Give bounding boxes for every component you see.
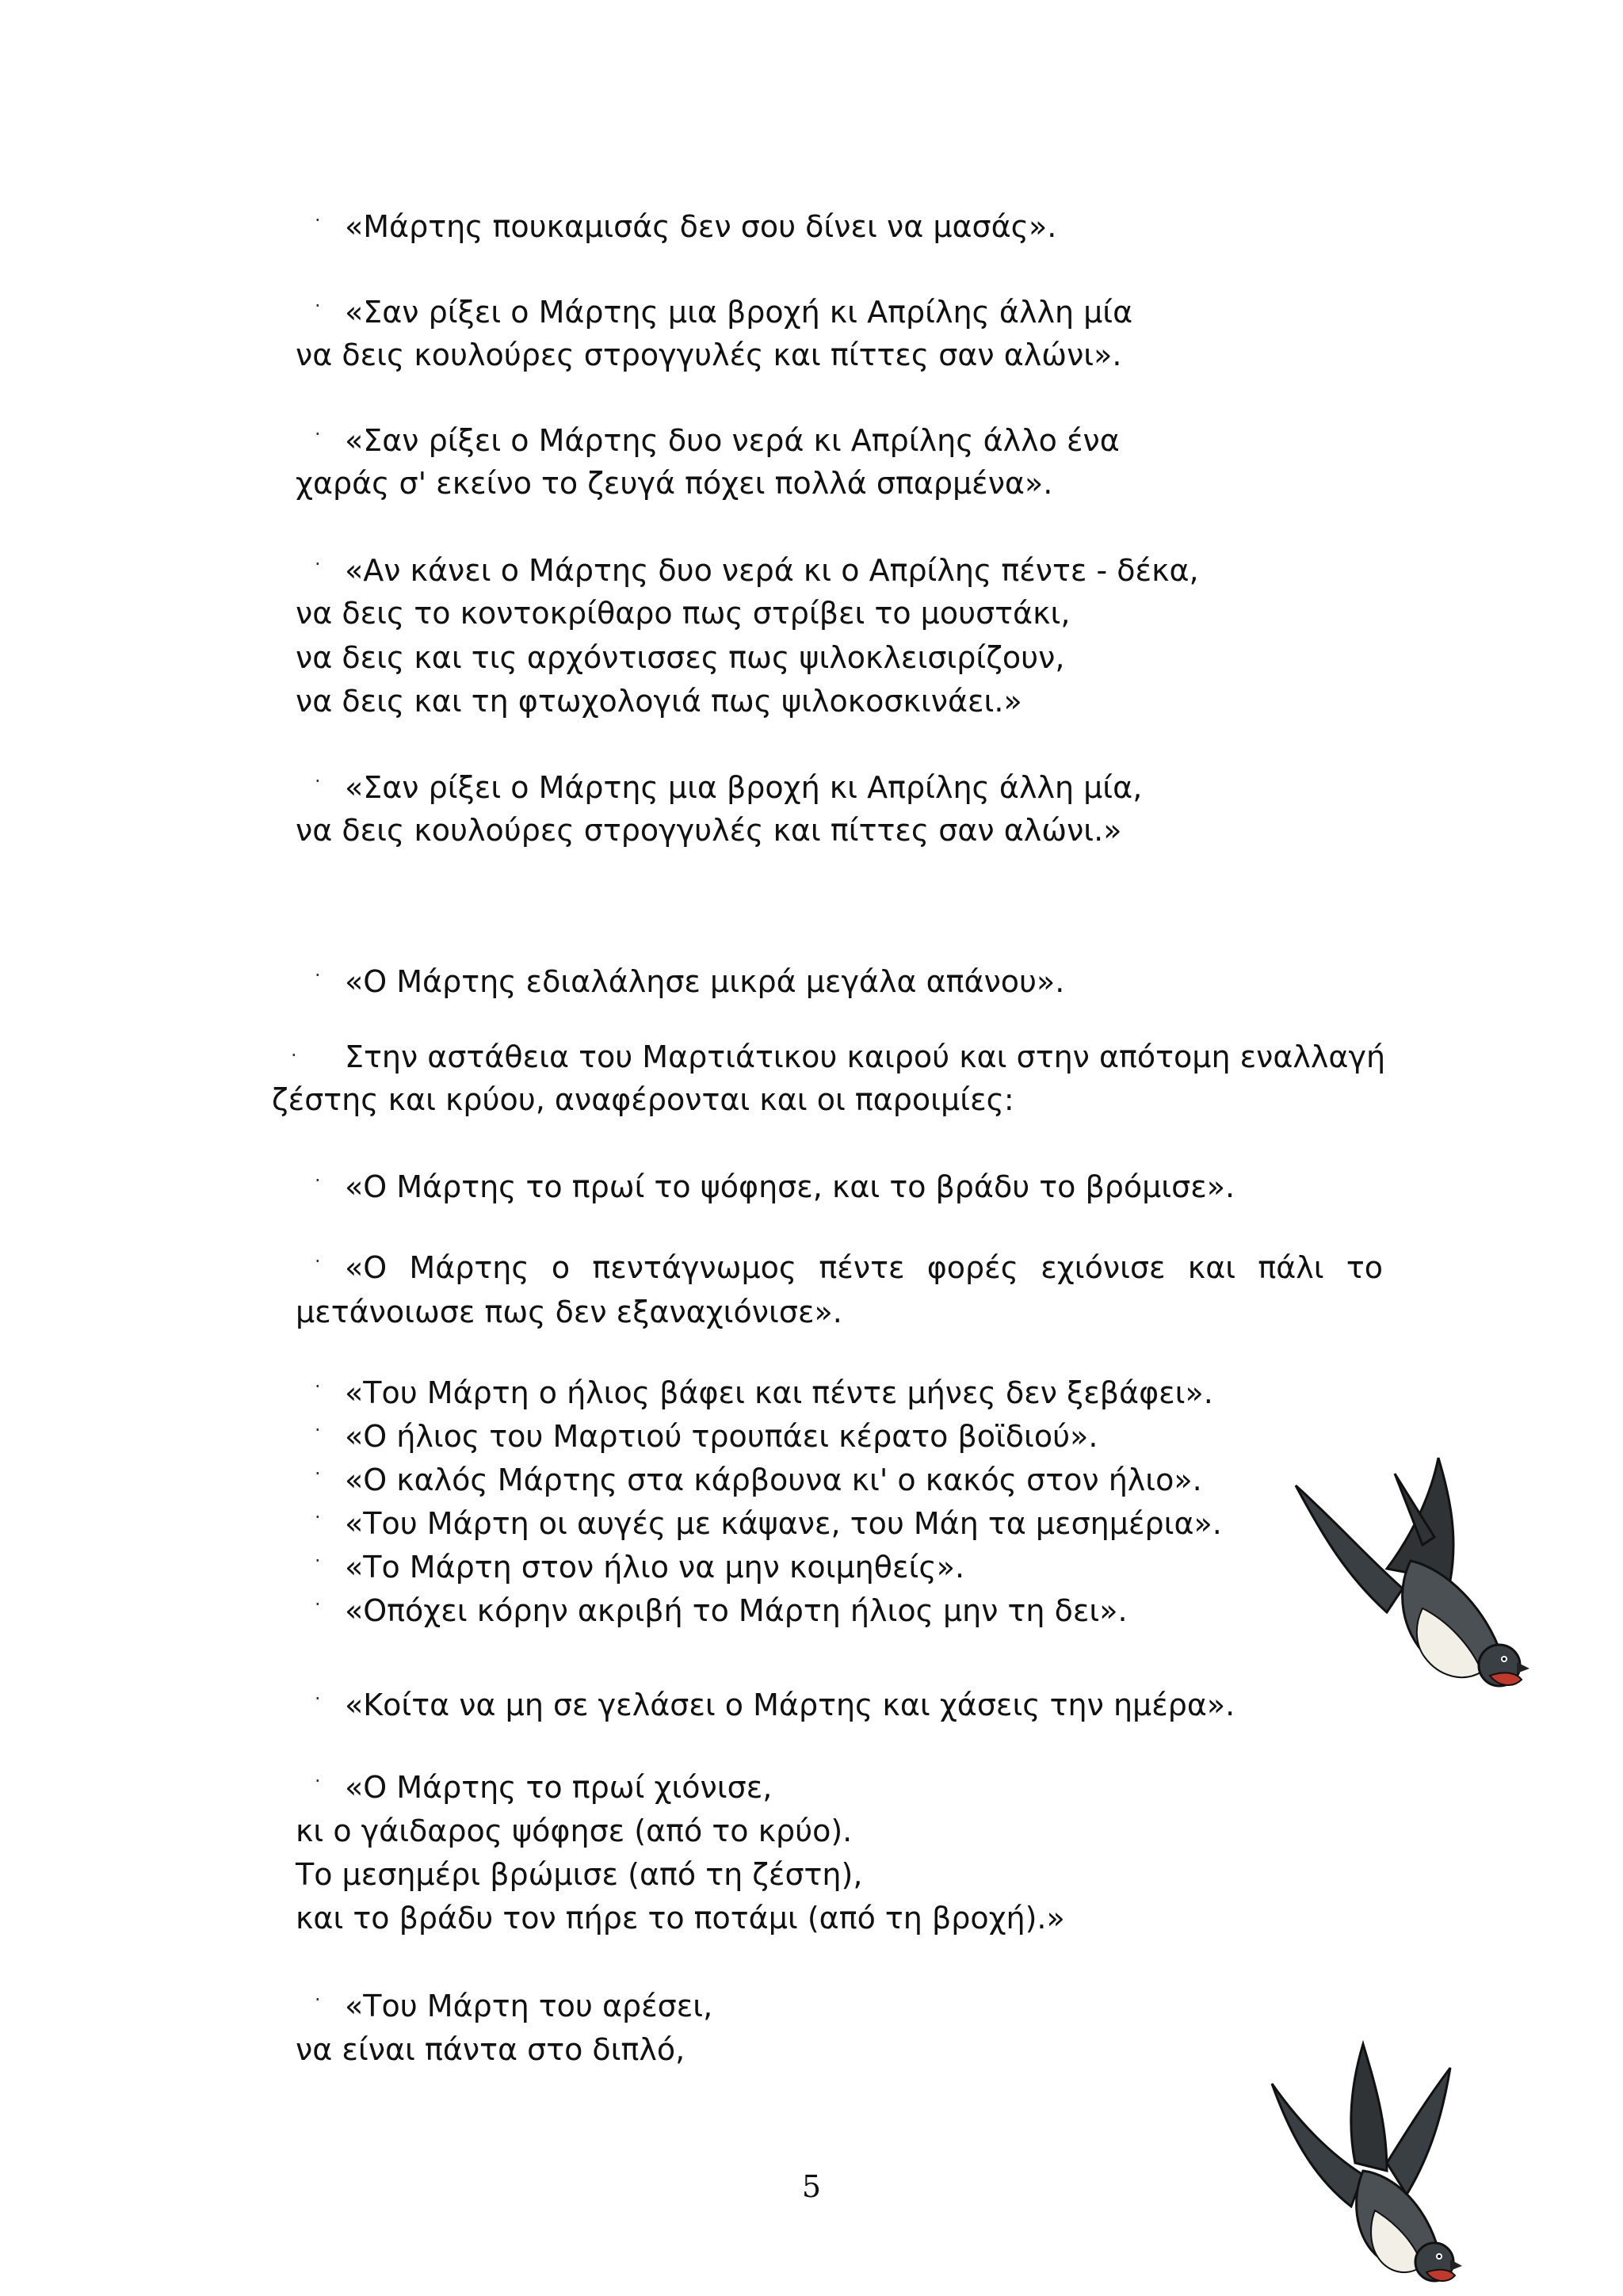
swallow-illustration-upper	[1292, 1450, 1553, 1711]
bullet: ·	[315, 295, 321, 317]
proverb-line: να δεις κουλούρες στρογγυλές και πίττες σαν αλώνι.»	[296, 813, 1122, 848]
proverb-line: Το μεσημέρι βρώμισε (από τη ζέστη),	[296, 1857, 863, 1892]
proverb-line: χαράς σ' εκείνο το ζευγά πόχει πολλά σπαρμένα».	[296, 466, 1053, 501]
bullet: ·	[315, 1770, 321, 1792]
proverb-line: «Το Μάρτη στον ήλιο να μην κοιμηθείς».	[345, 1550, 965, 1585]
proverb-line: «Ο Μάρτης ο πεντάγνωμος πέντε φορές εχιόνισε και πάλι το	[345, 1250, 1383, 1285]
proverb-line: να δεις και τη φτωχολογιά πως ψιλοκοσκινάει.»	[296, 684, 1022, 719]
paragraph-line: Στην αστάθεια του Μαρτιάτικου καιρού και στην απότομη εναλλαγή	[345, 1039, 1386, 1074]
bullet: ·	[315, 1989, 321, 2011]
bullet: ·	[315, 1169, 321, 1192]
bullet: ·	[315, 423, 321, 445]
paragraph-line: ζέστης και κρύου, αναφέρονται και οι παροιμίες:	[272, 1082, 1014, 1117]
proverb-line: να δεις το κοντοκρίθαρο πως στρίβει το μουστάκι,	[296, 596, 1071, 631]
proverb-line: «Κοίτα να μη σε γελάσει ο Μάρτης και χάσεις την ημέρα».	[345, 1688, 1235, 1722]
bullet: ·	[315, 1375, 321, 1398]
bullet: ·	[315, 964, 321, 986]
bullet: ·	[291, 1044, 297, 1066]
proverb-line: «Ο ήλιος του Μαρτιού τρουπάει κέρατο βοϊδιού».	[345, 1419, 1098, 1454]
proverb-line: «Του Μάρτη οι αυγές με κάψανε, του Μάη τα μεσημέρια».	[345, 1506, 1222, 1541]
bullet: ·	[315, 1250, 321, 1272]
proverb-line: «Του Μάρτη του αρέσει,	[345, 1989, 713, 2023]
proverb-line: «Ο Μάρτης το πρωί χιόνισε,	[345, 1770, 773, 1805]
proverb-line: κι ο γάιδαρος ψόφησε (από το κρύο).	[296, 1814, 853, 1848]
proverb-line: «Του Μάρτη ο ήλιος βάφει και πέντε μήνες δεν ξεβάφει».	[345, 1375, 1213, 1410]
bullet: ·	[315, 1550, 321, 1572]
bullet: ·	[315, 770, 321, 792]
proverb-line: «Αν κάνει ο Μάρτης δυο νερά κι ο Απρίλης πέντε - δέκα,	[345, 553, 1199, 588]
proverb-line: «Σαν ρίξει ο Μάρτης δυο νερά κι Απρίλης άλλο ένα	[345, 423, 1120, 458]
bullet: ·	[315, 1593, 321, 1615]
proverb-line: «Ο Μάρτης το πρωί το ψόφησε, και το βράδυ το βρόμισε».	[345, 1169, 1235, 1204]
bullet: ·	[315, 1688, 321, 1710]
bullet: ·	[315, 1419, 321, 1441]
page-number: 5	[801, 2169, 822, 2204]
proverb-line: να δεις και τις αρχόντισσες πως ψιλοκλεισιρίζουν,	[296, 640, 1065, 675]
bullet: ·	[315, 1463, 321, 1485]
proverb-line: «Μάρτης πουκαμισάς δεν σου δίνει να μασάς».	[345, 209, 1057, 244]
bullet: ·	[315, 209, 321, 231]
proverb-line: «Σαν ρίξει ο Μάρτης μια βροχή κι Απρίλης άλλη μία,	[345, 770, 1143, 805]
swallow-illustration-lower	[1268, 2036, 1474, 2296]
proverb-line: να είναι πάντα στο διπλό,	[296, 2032, 685, 2067]
proverb-line: «Οπόχει κόρην ακριβή το Μάρτη ήλιος μην τη δει».	[345, 1593, 1128, 1628]
proverb-line: «Σαν ρίξει ο Μάρτης μια βροχή κι Απρίλης άλλη μία	[345, 295, 1133, 330]
proverb-line: μετάνοιωσε πως δεν εξαναχιόνισε».	[296, 1295, 842, 1329]
proverb-line: να δεις κουλούρες στρογγυλές και πίττες σαν αλώνι».	[296, 338, 1122, 372]
proverb-line: «Ο καλός Μάρτης στα κάρβουνα κι' ο κακός στον ήλιο».	[345, 1463, 1202, 1497]
proverb-line: «Ο Μάρτης εδιαλάλησε μικρά μεγάλα απάνου».	[345, 964, 1065, 999]
proverb-line: και το βράδυ τον πήρε το ποτάμι (από τη βροχή).»	[296, 1901, 1065, 1936]
bullet: ·	[315, 553, 321, 575]
bullet: ·	[315, 1506, 321, 1528]
